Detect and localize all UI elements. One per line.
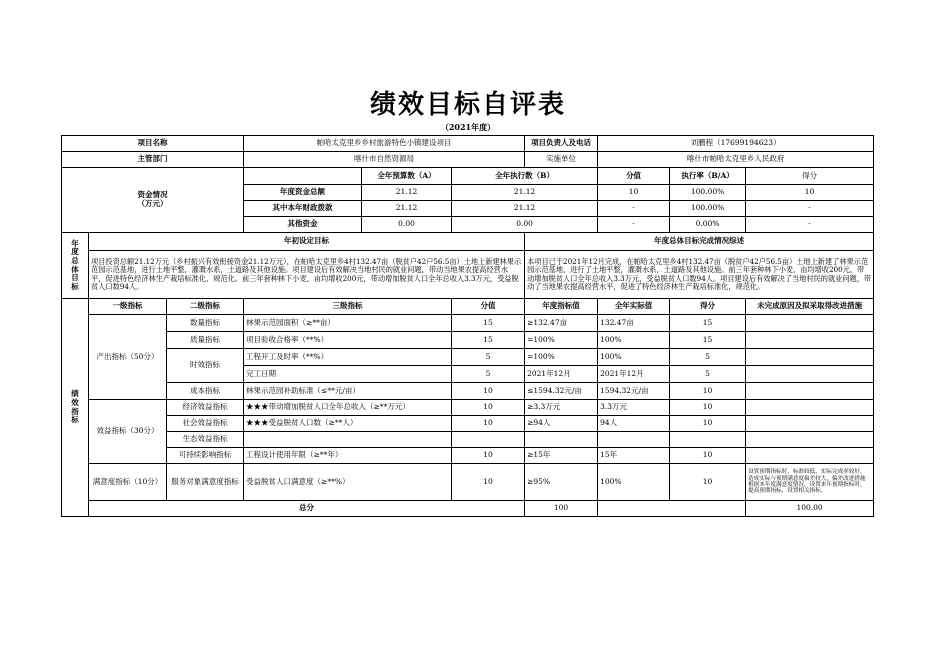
indicator-score: 10 [452, 400, 525, 416]
indicator-level3: 林果示范园补助标准（≤**元/亩） [244, 383, 452, 400]
indicator-actual: 2021年12月 [598, 366, 670, 383]
indicator-actual [598, 432, 670, 448]
funds-row-points: - [746, 217, 874, 233]
funds-row-budget: 0.00 [362, 217, 452, 233]
indicator-target: =100% [525, 332, 598, 349]
unit-value: 喀什市帕哈太克里乡人民政府 [598, 152, 874, 168]
indicator-score: 10 [452, 416, 525, 432]
funds-row-score: - [598, 201, 670, 217]
funds-label [62, 168, 244, 233]
indicator-actual: 3.3万元 [598, 400, 670, 416]
project-name-value: 帕哈太克里乡乡村旅游特色小镇建设项目 [244, 136, 525, 152]
indicator-points: 5 [670, 349, 746, 366]
indicator-score: 10 [452, 448, 525, 464]
total-blank [598, 501, 746, 517]
total-points: 100.00 [746, 501, 874, 517]
indicator-target: =100% [525, 349, 598, 366]
indicator-note [746, 383, 874, 400]
indicator-level2: 时效指标 [167, 349, 244, 383]
indicator-row [62, 315, 874, 332]
indicator-points [670, 432, 746, 448]
total-label: 总分 [89, 501, 525, 517]
indicators-side-char: 效 [71, 397, 79, 407]
funds-row-executed: 21.12 [452, 185, 598, 201]
goals-side-char: 年 [71, 238, 79, 248]
dept-label: 主管部门 [62, 152, 244, 168]
funds-header-points: 得分 [746, 168, 874, 185]
indicator-target: ≥95% [525, 464, 598, 501]
indicator-level3: 工程开工及时率（**%） [244, 349, 452, 366]
indicator-note [746, 332, 874, 349]
funds-row-score: 10 [598, 185, 670, 201]
indicators-side-char: 绩 [71, 389, 79, 399]
initial-goal-header: 年初设定目标 [89, 233, 525, 251]
goals-text-row [62, 251, 874, 299]
indicator-points: 5 [670, 366, 746, 383]
indicator-actual: 100% [598, 464, 670, 501]
indicator-score: 5 [452, 349, 525, 366]
indicators-side-char: 指 [71, 406, 79, 416]
funds-row-executed: 21.12 [452, 201, 598, 217]
indicator-row [62, 332, 874, 349]
funds-header-rate: 执行率（B/A） [670, 168, 746, 185]
indicator-row [62, 416, 874, 432]
indicator-actual: 1594.32元/亩 [598, 383, 670, 400]
funds-blank-header [244, 168, 362, 185]
completion-text: 本项目已于2021年12月完成，在帕哈太克里乡4村132.47亩（脱贫户42户56.5亩）土地上新建了林果示范园示范基地，进行了土地平整，灌溉水系，土道路及其他设施。前三年套种林下小麦，亩均增收200元，带动增加脱贫人口全年总收入3.3万元，受益脱贫人口数94人。项目建设后有效解决了当地村民的就业问题，带动了当地果农提高经营水平，促进了特色经济林生产栽培标准化，规范化。 [525, 251, 874, 299]
header-points: 得分 [670, 299, 746, 315]
header-level1: 一级指标 [89, 299, 167, 315]
header-actual: 全年实际值 [598, 299, 670, 315]
funds-row-rate: 100.00% [670, 185, 746, 201]
indicator-actual: 94人 [598, 416, 670, 432]
header-score: 分值 [452, 299, 525, 315]
goals-side-char: 度 [71, 247, 79, 257]
indicator-target: ≥132.47亩 [525, 315, 598, 332]
indicator-note [746, 349, 874, 366]
indicator-row [62, 383, 874, 400]
project-name-row [62, 136, 874, 152]
funds-row-executed: 0.00 [452, 217, 598, 233]
funds-header-score: 分值 [598, 168, 670, 185]
completion-header: 年度总体目标完成情况综述 [525, 233, 874, 251]
indicator-level2: 可持续影响指标 [167, 448, 244, 464]
funds-header-row [62, 168, 874, 185]
report-year: （2021年度） [440, 122, 496, 132]
unit-label: 实施单位 [525, 152, 598, 168]
indicator-target: ≥94人 [525, 416, 598, 432]
funds-row-budget: 21.12 [362, 201, 452, 217]
indicator-points: 15 [670, 315, 746, 332]
indicator-level2: 数量指标 [167, 315, 244, 332]
funds-row-rate: 100.00% [670, 201, 746, 217]
indicator-level2: 社会效益指标 [167, 416, 244, 432]
dept-row [62, 152, 874, 168]
indicator-level3: ★★★带动增加脱贫人口全年总收入（≥**万元） [244, 400, 452, 416]
indicator-actual: 100% [598, 349, 670, 366]
indicator-score: 10 [452, 383, 525, 400]
total-row [62, 501, 874, 517]
funds-row-budget: 21.12 [362, 185, 452, 201]
indicator-level3: 完工日期 [244, 366, 452, 383]
indicator-note [746, 432, 874, 448]
project-owner-value: 刘鹏程（17699194623） [598, 136, 874, 152]
indicator-level3: 项目验收合格率（**%） [244, 332, 452, 349]
group-satisfaction: 满意度指标（10分） [89, 464, 167, 501]
total-score: 100 [525, 501, 598, 517]
indicator-level2: 成本指标 [167, 383, 244, 400]
indicator-note [746, 315, 874, 332]
page-title: 绩效目标自评表 [369, 90, 566, 120]
indicator-level3: 林果示范园面积（≥**亩） [244, 315, 452, 332]
funds-row-label: 其他资金 [244, 217, 362, 233]
indicator-points: 10 [670, 416, 746, 432]
goals-side-char: 体 [71, 264, 79, 274]
header-level2: 二级指标 [167, 299, 244, 315]
project-name-label: 项目名称 [62, 136, 244, 152]
goals-side-char: 总 [71, 255, 79, 265]
indicator-level2: 服务对象满意度指标 [167, 464, 244, 501]
indicator-level2: 生态效益指标 [167, 432, 244, 448]
indicator-row [62, 432, 874, 448]
funds-row-label: 其中本年财政拨款 [244, 201, 362, 217]
indicator-score: 5 [452, 366, 525, 383]
funds-row-points: 10 [746, 185, 874, 201]
indicator-level2: 质量指标 [167, 332, 244, 349]
funds-header-executed: 全年执行数（B） [452, 168, 598, 185]
indicator-actual: 100% [598, 332, 670, 349]
indicator-target [525, 432, 598, 448]
initial-goal-text: 项目投资总额21.12万元（乡村振兴有效衔接资金21.12万元），在帕哈太克里乡4村132.47亩（脱贫户42户56.5亩）土地上新建林果示范园示范基地，进行土地平整，灌溉水系，土道路及其他设施。项目建设后有效解决当地村民的就业问题，带动当地果农提高经营水平，促进特色经济林生产栽培标准化，规范化。前三年套种林下小麦，亩均增收200元，带动增加脱贫人口全年总收入3.3万元，受益脱贫人口数94人。 [89, 251, 525, 299]
funds-row-score: - [598, 217, 670, 233]
indicator-target: 2021年12月 [525, 366, 598, 383]
header-target: 年度指标值 [525, 299, 598, 315]
indicator-target: ≥3.3万元 [525, 400, 598, 416]
indicator-score: 15 [452, 332, 525, 349]
indicator-note: 设置预期指标时，标准较低，实际完成率较好，造成实际与预期满意度偏差较大，偏差改进措施根据本年度满意度情况，设置来年预期指标时，提高预期指标，设置相关指标。 [746, 464, 874, 501]
indicator-level2: 经济效益指标 [167, 400, 244, 416]
indicator-note [746, 448, 874, 464]
indicator-points: 15 [670, 332, 746, 349]
indicator-level3: ★★★受益脱贫人口数（≥**人） [244, 416, 452, 432]
indicator-actual: 15年 [598, 448, 670, 464]
funds-header-budget: 全年预算数（A） [362, 168, 452, 185]
indicator-row [62, 464, 874, 501]
performance-table [61, 135, 874, 517]
indicator-note [746, 400, 874, 416]
indicator-points: 10 [670, 383, 746, 400]
indicator-row [62, 400, 874, 416]
funds-label-line2: （万元） [137, 199, 168, 208]
indicators-side-char: 标 [71, 415, 79, 425]
indicator-note [746, 366, 874, 383]
indicator-target: ≤1594.32元/亩 [525, 383, 598, 400]
header-improvement: 未完成原因及拟采取得改进措施 [746, 299, 874, 315]
goals-side-char: 标 [71, 281, 79, 291]
indicator-score [452, 432, 525, 448]
indicator-score: 10 [452, 464, 525, 501]
indicator-note [746, 416, 874, 432]
indicator-actual: 132.47亩 [598, 315, 670, 332]
goals-side-label [62, 233, 89, 299]
group-output: 产出指标（50分） [89, 315, 167, 400]
indicator-row [62, 349, 874, 366]
indicator-level3 [244, 432, 452, 448]
indicators-side-label [62, 299, 89, 517]
indicator-level3: 受益脱贫人口满意度（≥**%） [244, 464, 452, 501]
goals-side-char: 目 [71, 273, 79, 283]
indicators-header-row [62, 299, 874, 315]
indicator-row [62, 448, 874, 464]
funds-row-rate: 0.00% [670, 217, 746, 233]
header-level3: 三级指标 [244, 299, 452, 315]
dept-value: 喀什市自然资源局 [244, 152, 525, 168]
funds-label-line1: 资金情况 [137, 190, 168, 200]
indicator-target: ≥15年 [525, 448, 598, 464]
funds-row-points: - [746, 201, 874, 217]
project-owner-label: 项目负责人及电话 [525, 136, 598, 152]
funds-row-label: 年度资金总额 [244, 185, 362, 201]
group-benefit: 效益指标（30分） [89, 400, 167, 464]
indicator-points: 10 [670, 400, 746, 416]
indicator-points: 10 [670, 448, 746, 464]
goals-header-row [62, 233, 874, 251]
indicator-points: 10 [670, 464, 746, 501]
indicator-score: 15 [452, 315, 525, 332]
indicator-level3: 工程设计使用年限（≥**年） [244, 448, 452, 464]
